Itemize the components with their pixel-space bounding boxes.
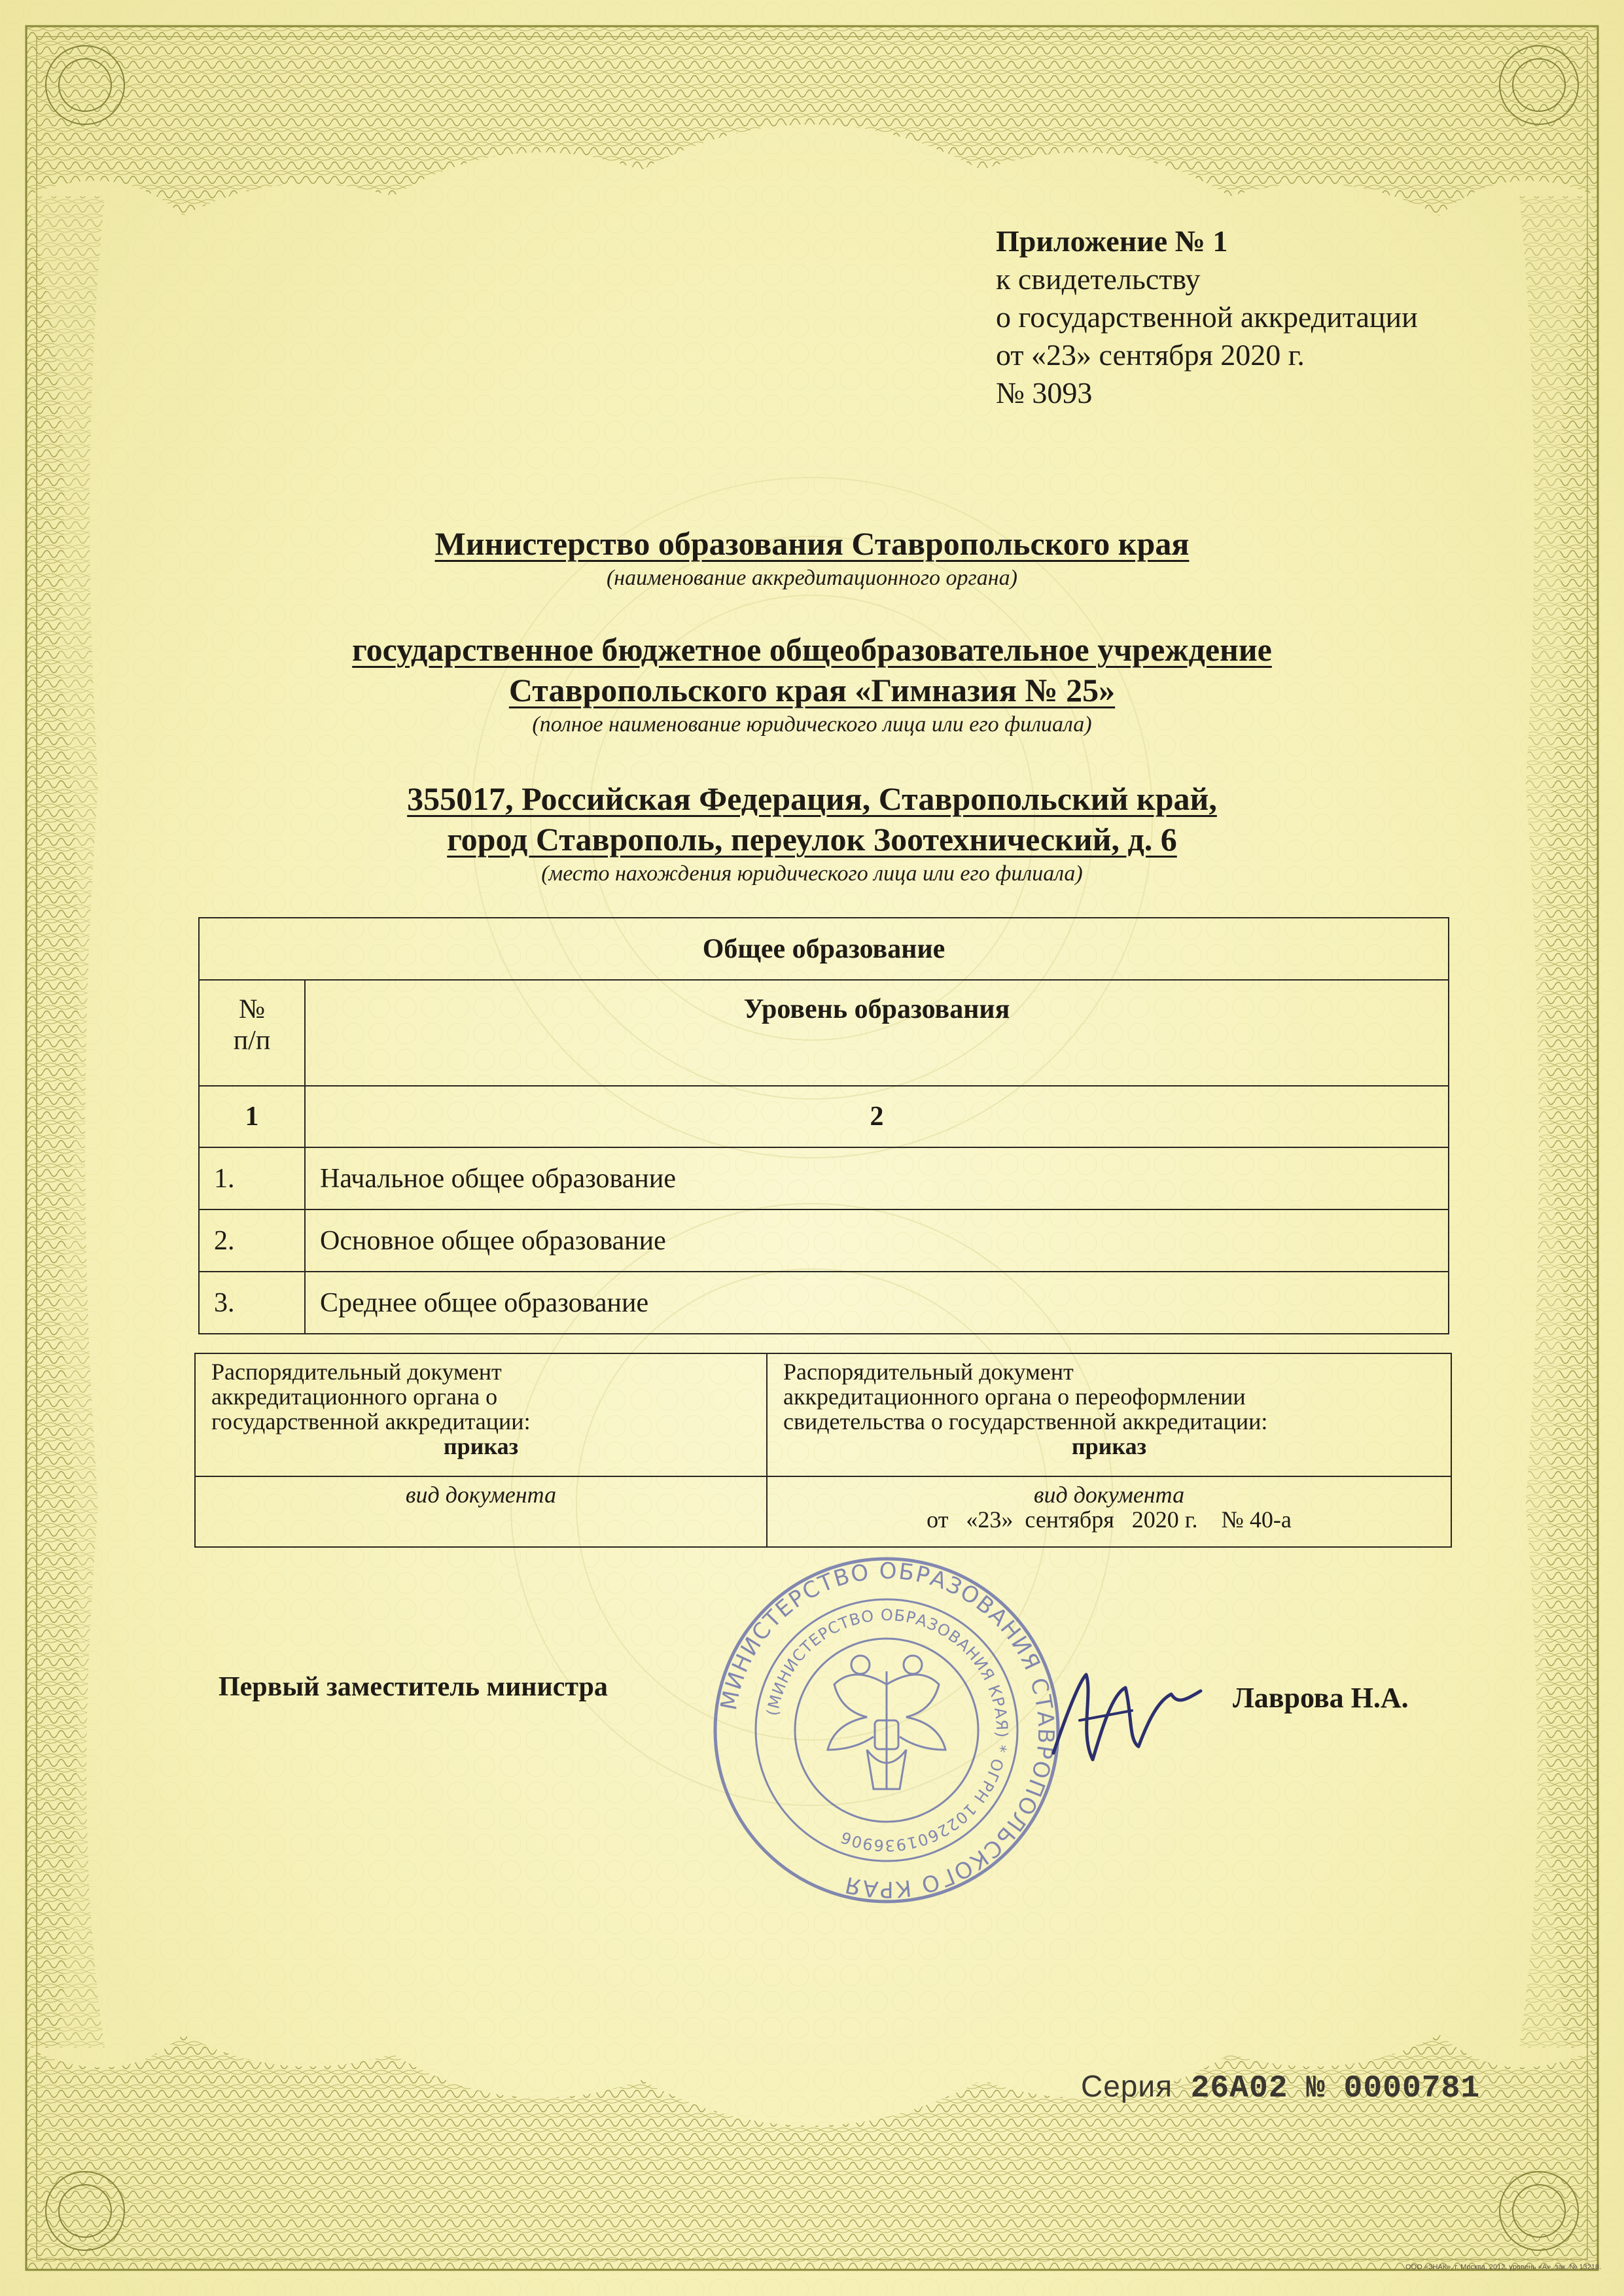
- column-header-number-line2: п/п: [233, 1026, 271, 1056]
- accreditation-order-details: [195, 1476, 767, 1547]
- blank-number: 0000781: [1343, 2071, 1481, 2106]
- organization-hint: (полное наименование юридического лица или его филиала): [532, 712, 1092, 737]
- appendix-number: № 3093: [996, 376, 1093, 409]
- table-row: [199, 1272, 1449, 1334]
- series-number: [1081, 2068, 1480, 2106]
- authority-hint: (наименование аккредитационного органа): [606, 566, 1017, 590]
- number-sign: №: [1306, 2071, 1326, 2106]
- organization-name-line2: Ставропольского края «Гимназия № 25»: [508, 672, 1116, 708]
- table-column-numbers-row: [199, 1086, 1449, 1147]
- coat-of-arms-icon: [828, 1656, 945, 1789]
- handwritten-signature: [1040, 1655, 1210, 1773]
- table-row: [199, 1209, 1449, 1272]
- reissue-order-hint: вид документа: [1033, 1482, 1185, 1508]
- education-levels-table: [198, 917, 1449, 1334]
- reissue-order-details: [767, 1476, 1451, 1547]
- column-header-number: [199, 980, 305, 1086]
- row-number: 3.: [199, 1272, 305, 1334]
- authority-block: [0, 523, 1624, 593]
- organization-name-line1: государственное бюджетное общеобразовательное учреждение: [352, 631, 1272, 668]
- accreditation-order-hint: вид документа: [405, 1482, 557, 1508]
- reissue-order-label: аккредитационного органа о переоформлении: [783, 1383, 1246, 1410]
- official-seal-stamp: [710, 1554, 1063, 1907]
- appendix-line: о государственной аккредитации: [996, 300, 1418, 334]
- address-line2: город Ставрополь, переулок Зоотехнический, д. 6: [447, 821, 1177, 858]
- signatory-position: Первый заместитель министра: [219, 1672, 608, 1702]
- appendix-line: от «23» сентября 2020 г.: [996, 338, 1305, 372]
- appendix-title: Приложение № 1: [996, 224, 1228, 258]
- seal-inner-text: (МИНИСТЕРСТВО ОБРАЗОВАНИЯ КРАЯ) * ОГРН 1022601936906: [763, 1605, 1012, 1855]
- table-caption-row: [199, 918, 1449, 980]
- row-number: 1.: [199, 1147, 305, 1209]
- appendix-header: [996, 222, 1418, 412]
- address-hint: (место нахождения юридического лица или его филиала): [541, 861, 1083, 886]
- table-caption: Общее образование: [199, 918, 1449, 980]
- reissue-order-label: Распорядительный документ: [783, 1359, 1074, 1385]
- column-number-2: 2: [305, 1086, 1449, 1147]
- row-number: 2.: [199, 1209, 305, 1272]
- table-header-row: [199, 980, 1449, 1086]
- column-number-1: 1: [199, 1086, 305, 1147]
- seal-outer-text: МИНИСТЕРСТВО ОБРАЗОВАНИЯ СТАВРОПОЛЬСКОГО КРАЯ: [715, 1557, 1059, 1903]
- reissue-order-label: свидетельства о государственной аккредитации:: [783, 1408, 1268, 1435]
- orders-details-row: [195, 1476, 1451, 1547]
- reissue-order-date: от «23» сентября 2020 г. № 40-а: [927, 1506, 1292, 1533]
- appendix-line: к свидетельству: [996, 262, 1201, 296]
- education-level: Основное общее образование: [305, 1209, 1449, 1272]
- organization-block: [0, 629, 1624, 739]
- authority-name: Министерство образования Ставропольского края: [434, 525, 1190, 562]
- reissue-order-type: приказ: [1071, 1433, 1147, 1459]
- accreditation-order-label: аккредитационного органа о: [211, 1383, 498, 1410]
- address-block: [0, 778, 1624, 888]
- series-label: Серия: [1081, 2069, 1173, 2103]
- reissue-order-cell: [767, 1353, 1451, 1476]
- accreditation-order-type: приказ: [443, 1433, 519, 1459]
- series-code: 26А02: [1190, 2071, 1288, 2106]
- column-header-level: Уровень образования: [305, 980, 1449, 1086]
- orders-table: [194, 1353, 1452, 1548]
- accreditation-order-label: государственной аккредитации:: [211, 1408, 531, 1435]
- printer-note: ООО «ЗНАК», г. Москва, 2012, уровень «А», зак. № 13218.: [1405, 2263, 1602, 2271]
- address-line1: 355017, Российская Федерация, Ставропольский край,: [407, 780, 1217, 817]
- column-header-number-line1: №: [238, 994, 266, 1024]
- accreditation-order-cell: [195, 1353, 767, 1476]
- signatory-name: Лаврова Н.А.: [1233, 1682, 1409, 1714]
- education-level: Начальное общее образование: [305, 1147, 1449, 1209]
- table-row: [199, 1147, 1449, 1209]
- education-level: Среднее общее образование: [305, 1272, 1449, 1334]
- orders-label-row: [195, 1353, 1451, 1476]
- accreditation-order-label: Распорядительный документ: [211, 1359, 502, 1385]
